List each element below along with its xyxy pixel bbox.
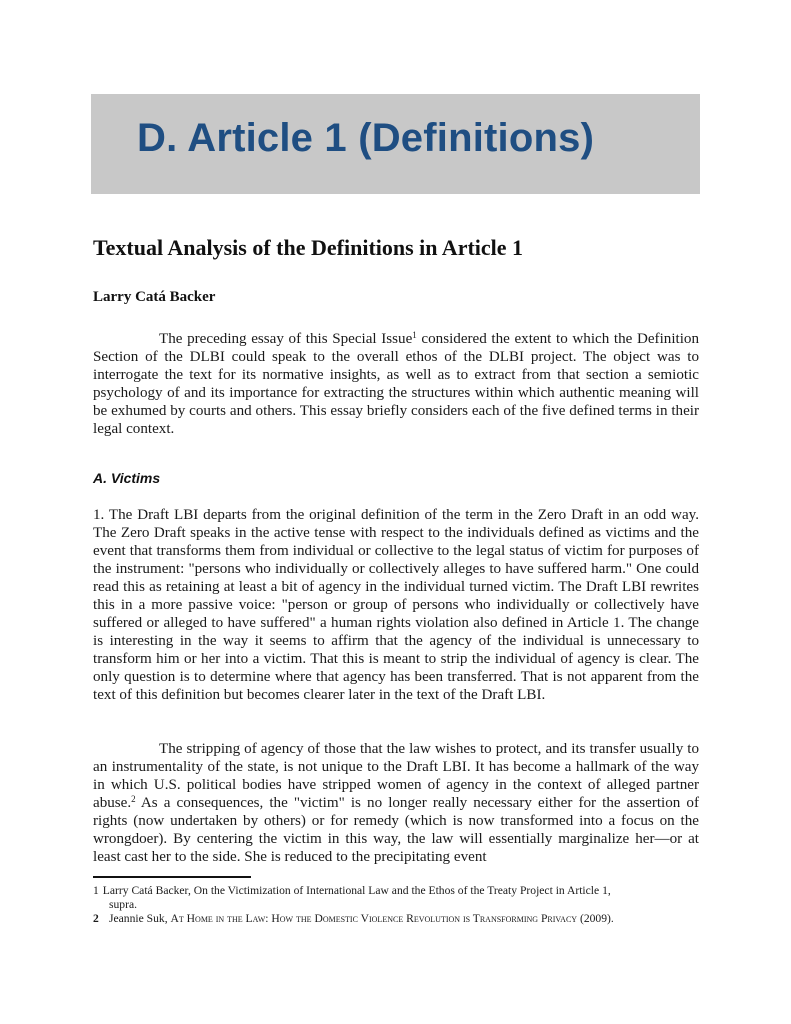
- footnote-number: 1: [93, 884, 99, 897]
- document-title: Textual Analysis of the Definitions in Article 1: [93, 235, 524, 260]
- footnote-author: Jeannie Suk,: [109, 912, 171, 925]
- footnote-year: (2009).: [577, 912, 614, 925]
- intro-paragraph: [93, 330, 699, 438]
- footnote-book-title: At Home in the Law: How the Domestic Violence Revolution is Transforming Privacy: [170, 912, 578, 925]
- section-title: D. Article 1 (Definitions): [137, 116, 595, 160]
- intro-text: The preceding essay of this Special Issue: [159, 331, 413, 347]
- section-heading-victims: A. Victims: [93, 470, 161, 486]
- footnote-continuation: supra.: [109, 898, 138, 911]
- victims-paragraph-2: [93, 740, 699, 866]
- footnote-number: 2: [93, 912, 99, 925]
- paragraph-text: The stripping of agency of those that the law wishes to protect, and its transfer usually to an instrumentality of the state, is not unique to the Draft LBI. It has become a hallmark of the way in which U.S. political bodies have stripped women of agency in the context of alleged partner abuse.: [93, 741, 699, 811]
- footnote-ref-1[interactable]: 1: [412, 330, 417, 340]
- footnote-2: [93, 912, 699, 926]
- footnote-1: [93, 884, 699, 912]
- section-banner: [91, 94, 700, 194]
- victims-paragraph-1: 1. The Draft LBI departs from the original definition of the term in the Zero Draft in an odd way. The Zero Draft speaks in the active tense with respect to the individuals defined as victims and the event that transforms them from individual or collective to the legal status of victim for purposes of the instrument: "persons who individually or collectively alleges to have suffered harm." One could read this as retaining at least a bit of agency in the individual turned victim. The Draft LBI rewrites this in a more passive voice: "person or group of persons who individually or collectively have suffered or alleged to have suffered" a human rights violation also defined in Article 1. The change is interesting in the way it seems to affirm that the agency of the individual is unnecessary to transform him or her into a victim. That this is meant to strip the individual of agency is clear. The only question is to determine where that agency has been transferred. That is not apparent from the text of this definition but becomes clearer later in the text of the Draft LBI.: [93, 507, 699, 703]
- footnote-text: Larry Catá Backer, On the Victimization of International Law and the Ethos of the Treaty Project in Article 1,: [102, 884, 611, 897]
- paragraph-text-cont: As a consequences, the "victim" is no longer really necessary either for the assertion of rights (now undertaken by others) or for remedy (which is now transformed into a focus on the wrongdoer). By centering the victim in this way, the law will essentially marginalize her—or at least cast her to the side. She is reduced to the precipitating event: [93, 795, 699, 865]
- footnote-ref-2[interactable]: 2: [131, 794, 136, 804]
- author-name: Larry Catá Backer: [93, 289, 216, 305]
- intro-text-cont: considered the extent to which the Definition Section of the DLBI could speak to the overall ethos of the DLBI project. The object was to interrogate the text for its normative insights, as well as to extract from that section a semiotic psychology of and its importance for extracting the structures within which authentic meaning will be exhumed by courts and others. This essay briefly considers each of the five defined terms in their legal context.: [93, 331, 699, 437]
- footnote-separator: [93, 876, 251, 878]
